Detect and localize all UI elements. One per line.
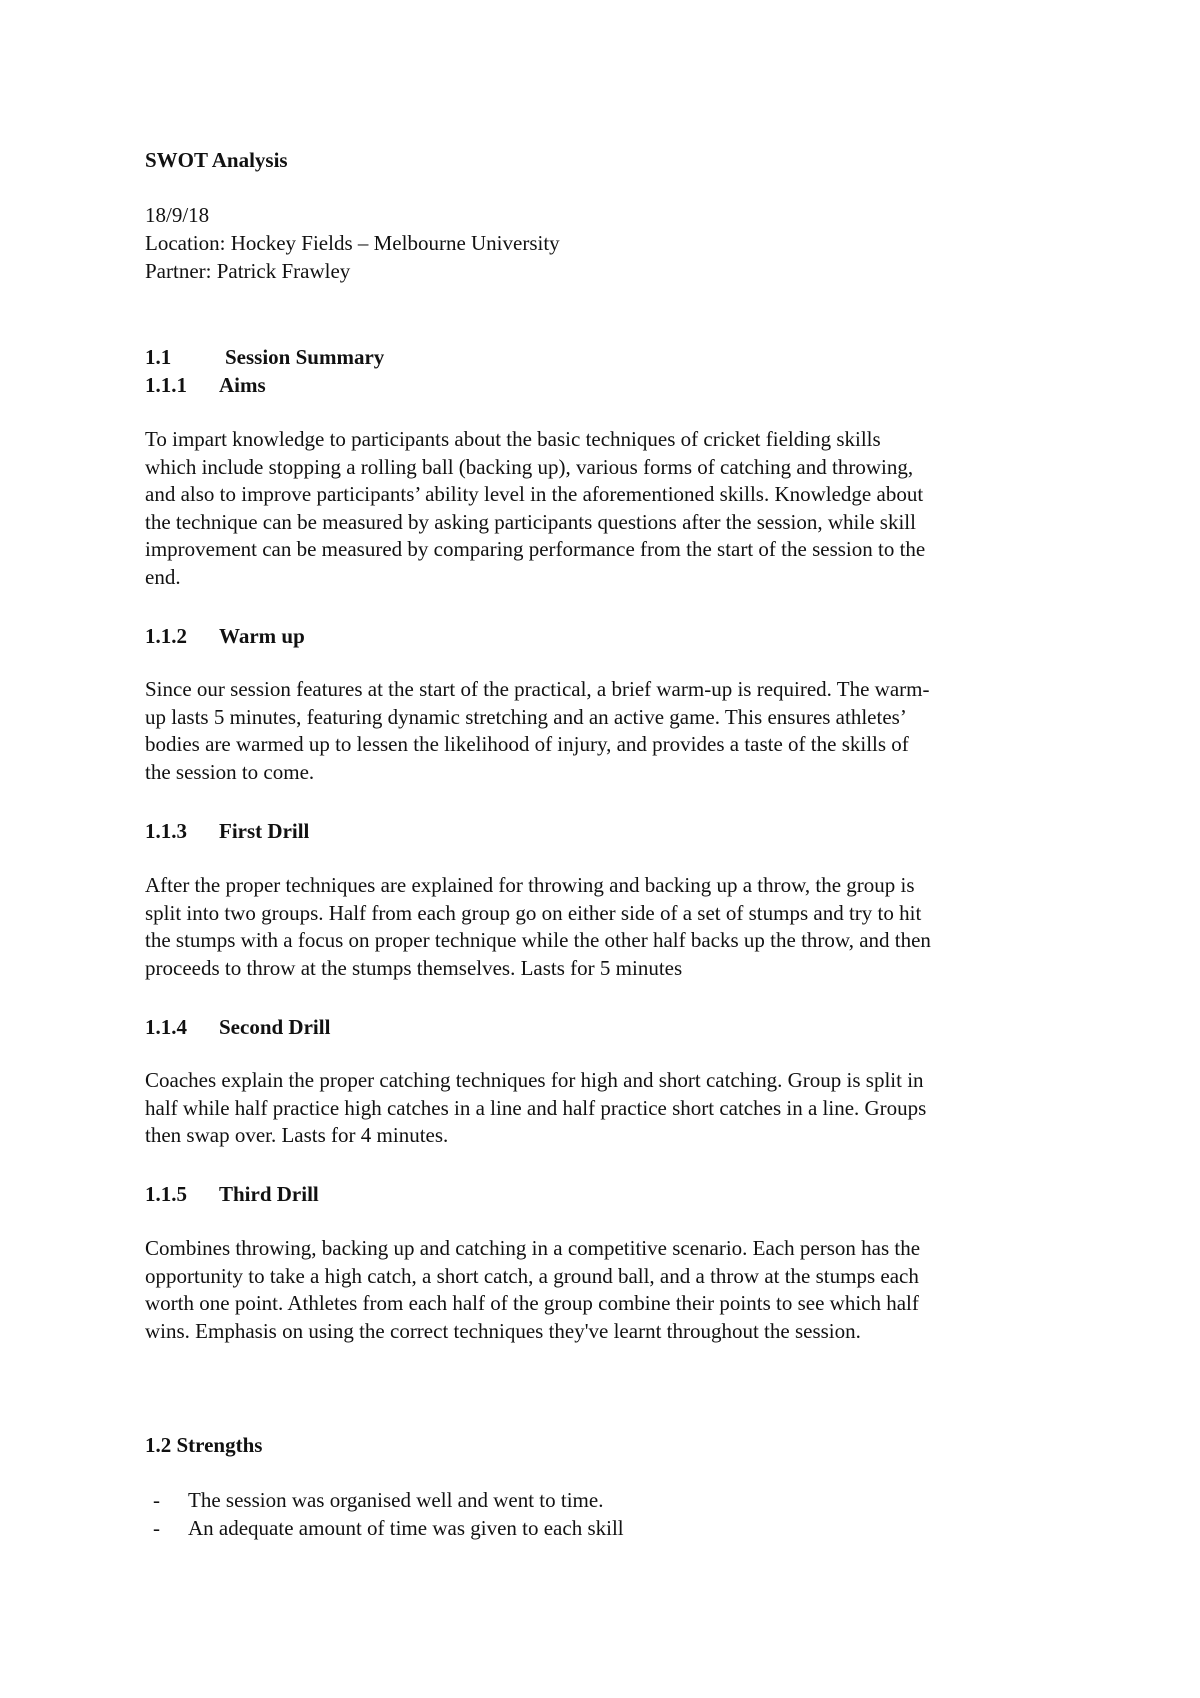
paragraph-line: Since our session features at the start of the practical, a brief warm-up is required. The warm- (145, 677, 930, 701)
section-title: Session Summary (225, 345, 385, 369)
list-item-text: An adequate amount of time was given to each skill (188, 1516, 624, 1540)
paragraph-line: worth one point. Athletes from each half of the group combine their points to see which half (145, 1291, 919, 1316)
subsection-title: Warm up (219, 624, 305, 648)
subsection-heading-aims (145, 371, 266, 399)
paragraph-line: split into two groups. Half from each group go on either side of a set of stumps and try to hit (145, 900, 922, 925)
subsection-number: 1.1.4 (145, 1015, 187, 1039)
subsection-number: 1.1.5 (145, 1182, 187, 1206)
paragraph-line: end. (145, 564, 181, 589)
paragraph-line: wins. Emphasis on using the correct techniques they've learnt throughout the session. (145, 1318, 861, 1343)
paragraph-line: Combines throwing, backing up and catching in a competitive scenario. Each person has the (145, 1236, 921, 1260)
bullet-dash: - (153, 1516, 160, 1540)
paragraph-line: the technique can be measured by asking participants questions after the session, while skill (145, 509, 916, 534)
paragraph-line: opportunity to take a high catch, a short catch, a ground ball, and a throw at the stumps each (145, 1263, 919, 1288)
paragraph-line: Coaches explain the proper catching techniques for high and short catching. Group is split in (145, 1068, 924, 1092)
paragraph-line: the stumps with a focus on proper technique while the other half backs up the throw, and then (145, 928, 931, 953)
paragraph-line: then swap over. Lasts for 4 minutes. (145, 1123, 449, 1148)
subsection-title: Aims (219, 373, 266, 397)
list-item (153, 1486, 603, 1514)
paragraph-line: and also to improve participants’ ability level in the aforementioned skills. Knowledge about (145, 482, 924, 507)
first-drill-paragraph (145, 872, 1065, 982)
bullet-dash: - (153, 1488, 160, 1512)
section-number: 1.1 (145, 345, 172, 369)
subsection-title: First Drill (219, 819, 310, 843)
paragraph-line: up lasts 5 minutes, featuring dynamic stretching and an active game. This ensures athletes’ (145, 704, 907, 729)
subsection-number: 1.1.3 (145, 819, 187, 843)
section-heading-strengths: 1.2 Strengths (145, 1433, 263, 1457)
list-item (153, 1514, 624, 1542)
paragraph-line: half while half practice high catches in a line and half practice short catches in a line. Groups (145, 1095, 927, 1120)
warm-up-paragraph (145, 676, 1065, 786)
second-drill-paragraph (145, 1067, 1065, 1150)
list-item-text: The session was organised well and went to time. (188, 1488, 604, 1512)
subsection-heading-first-drill (145, 817, 309, 845)
paragraph-line: bodies are warmed up to lessen the likelihood of injury, and provides a taste of the skills of (145, 732, 909, 757)
third-drill-paragraph (145, 1235, 1065, 1345)
subsection-number: 1.1.1 (145, 373, 187, 397)
location-text: Location: Hockey Fields – Melbourne University (145, 231, 560, 255)
paragraph-line: improvement can be measured by comparing performance from the start of the session to the (145, 537, 926, 562)
subsection-title: Second Drill (219, 1015, 331, 1039)
aims-paragraph (145, 426, 1065, 592)
paragraph-line: the session to come. (145, 759, 315, 784)
subsection-heading-second-drill (145, 1013, 330, 1041)
subsection-heading-third-drill (145, 1180, 319, 1208)
subsection-heading-warm-up (145, 622, 305, 650)
partner-text: Partner: Patrick Frawley (145, 259, 351, 283)
paragraph-line: After the proper techniques are explained for throwing and backing up a throw, the group is (145, 873, 915, 897)
document-title: SWOT Analysis (145, 148, 288, 172)
subsection-title: Third Drill (219, 1182, 319, 1206)
paragraph-line: proceeds to throw at the stumps themselves. Lasts for 5 minutes (145, 955, 683, 980)
subsection-number: 1.1.2 (145, 624, 187, 648)
paragraph-line: which include stopping a rolling ball (backing up), various forms of catching and throwing, (145, 454, 914, 479)
paragraph-line: To impart knowledge to participants about the basic techniques of cricket fielding skills (145, 427, 881, 451)
date-text: 18/9/18 (145, 203, 210, 227)
section-heading-session-summary (145, 343, 384, 371)
